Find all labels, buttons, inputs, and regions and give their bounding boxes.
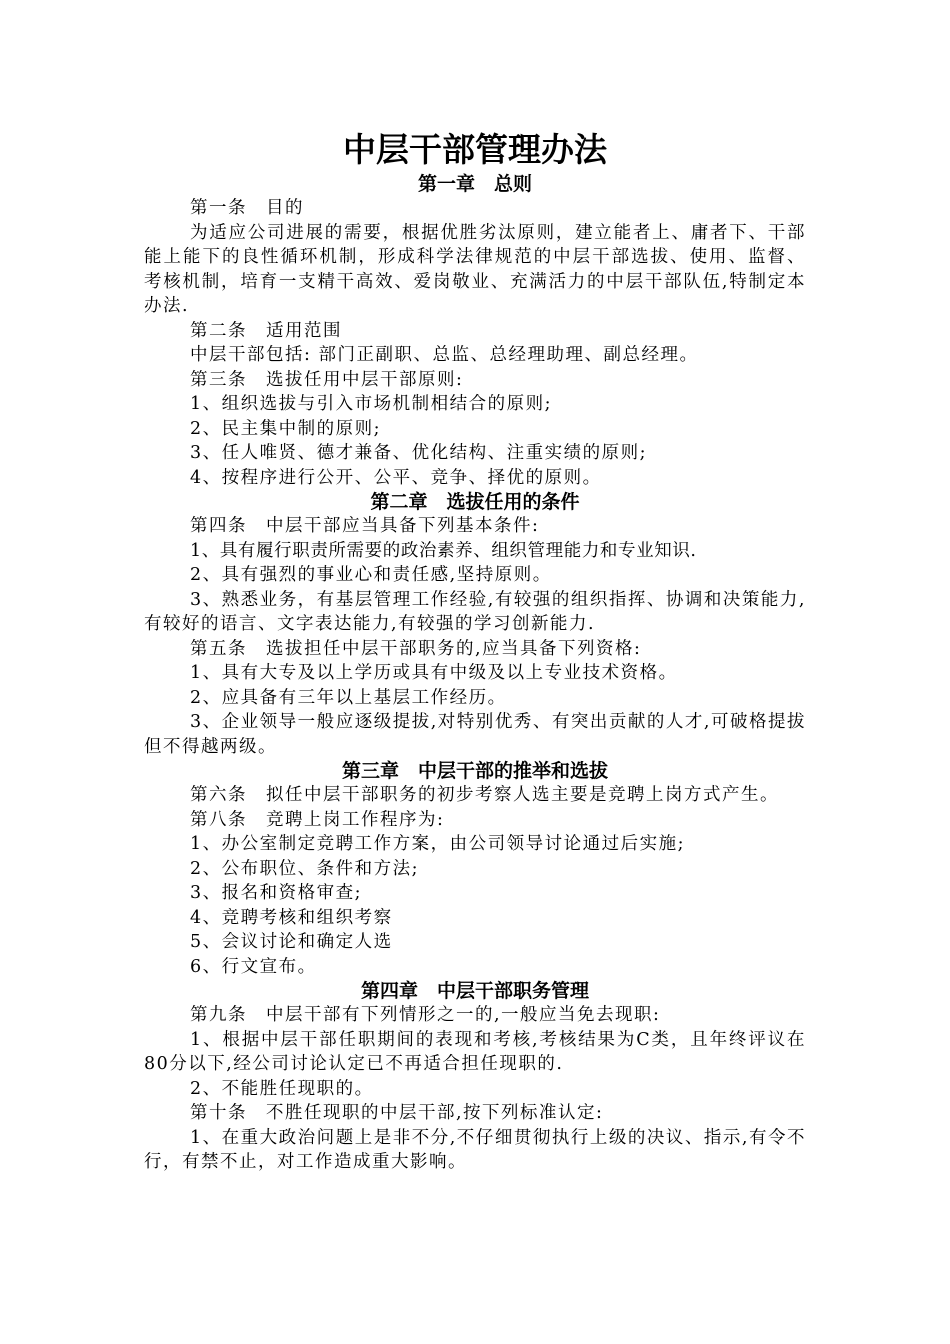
article-8-item: 2、公布职位、条件和方法;	[190, 858, 420, 879]
document-title: 中层干部管理办法	[343, 130, 607, 169]
article-4-heading: 第四条 中层干部应当具备下列基本条件:	[190, 516, 540, 536]
article-3-item: 2、民主集中制的原则;	[190, 418, 382, 439]
article-4-item: 2、具有强烈的事业心和责任感,坚持原则。	[190, 565, 552, 585]
article-4-item: 3、熟悉业务，有基层管理工作经验,有较强的组织指挥、协调和决策能力,有较好的语言、文字表达能力,有较强的学习创新能力.	[144, 589, 806, 634]
article-3-heading: 第三条 选拔任用中层干部原则:	[190, 369, 464, 390]
article-1-heading: 第一条 目的	[190, 198, 304, 218]
article-10-heading: 第十条 不胜任现职的中层干部,按下列标准认定:	[190, 1103, 604, 1123]
chapter-4-heading: 第四章 中层干部职务管理	[360, 980, 589, 1002]
article-5-heading: 第五条 选拔担任中层干部职务的,应当具备下列资格:	[190, 638, 642, 659]
article-6-body: 第六条 拟任中层干部职务的初步考察人选主要是竞聘上岗方式产生。	[190, 785, 779, 805]
article-8-item: 4、竞聘考核和组织考察	[190, 907, 393, 928]
article-8-item: 5、会议讨论和确定人选	[190, 932, 393, 952]
article-4-item: 1、具有履行职责所需要的政治素养、组织管理能力和专业知识.	[190, 540, 697, 561]
chapter-2-heading: 第二章 选拔任用的条件	[370, 491, 580, 513]
article-10-item: 1、在重大政治问题上是非不分,不仔细贯彻执行上级的决议、指示,有令不行，有禁不止，对工作造成重大影响。	[144, 1127, 806, 1172]
article-9-item: 1、根据中层干部任职期间的表现和考核,考核结果为C类，且年终评议在80分以下,经公司讨论认定已不再适合担任现职的.	[144, 1029, 806, 1074]
article-3-item: 3、任人唯贤、德才兼备、优化结构、注重实绩的原则;	[190, 443, 648, 463]
article-9-item: 2、不能胜任现职的。	[190, 1078, 374, 1099]
article-2-heading: 第二条 适用范围	[190, 320, 342, 341]
chapter-3-heading: 第三章 中层干部的推举和选拔	[341, 760, 608, 782]
article-3-item: 4、按程序进行公开、公平、竞争、择优的原则。	[190, 467, 602, 488]
article-3-item: 1、组织选拔与引入市场机制相结合的原则;	[190, 394, 553, 414]
article-8-item: 6、行文宣布。	[190, 956, 317, 977]
article-9-heading: 第九条 中层干部有下列情形之一的,一般应当免去现职:	[190, 1005, 661, 1025]
article-1-body: 为适应公司进展的需要，根据优胜劣汰原则，建立能者上、庸者下、干部能上能下的良性循环机制，形成科学法律规范的中层干部选拔、使用、监督、考核机制，培育一支精干高效、爱岗敬业、充满活力的中层干部队伍,特制定本办法.	[144, 222, 806, 316]
article-2-body: 中层干部包括: 部门正副职、总监、总经理助理、副总经理。	[190, 345, 699, 365]
document-page	[144, 128, 806, 1175]
article-5-item: 3、企业领导一般应逐级提拔,对特别优秀、有突出贡献的人才,可破格提拔但不得越两级。	[144, 712, 806, 757]
article-8-heading: 第八条 竞聘上岗工作程序为:	[190, 809, 445, 830]
chapter-1-heading: 第一章 总则	[417, 173, 532, 195]
article-5-item: 1、具有大专及以上学历或具有中级及以上专业技术资格。	[190, 663, 678, 683]
article-5-item: 2、应具备有三年以上基层工作经历。	[190, 687, 507, 708]
article-8-item: 3、报名和资格审查;	[190, 883, 363, 903]
article-8-item: 1、办公室制定竞聘工作方案，由公司领导讨论通过后实施;	[190, 834, 686, 854]
